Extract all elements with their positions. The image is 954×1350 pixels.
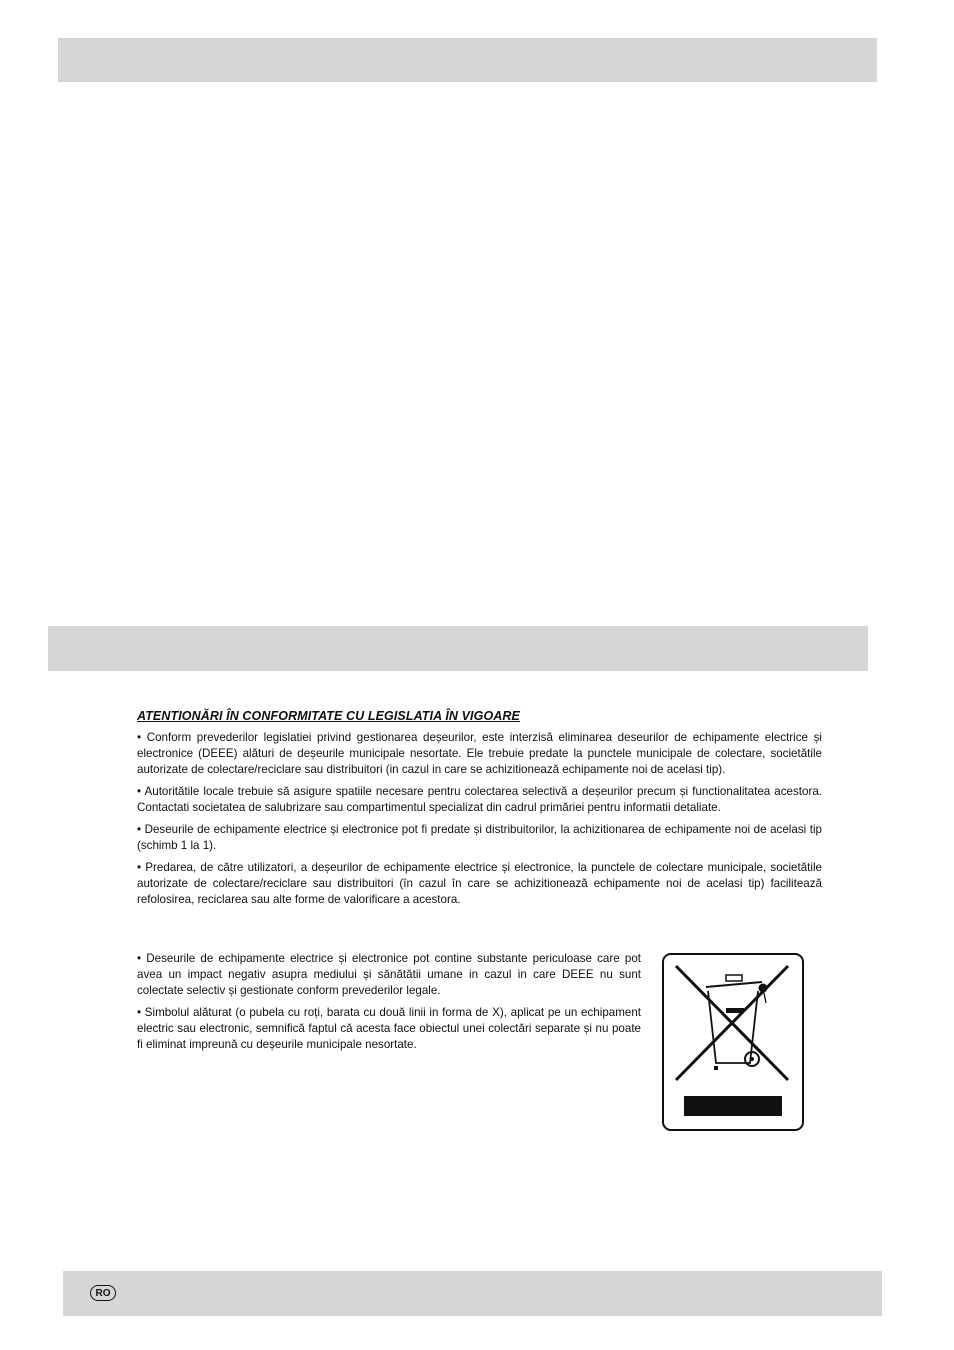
notice-paragraph-1: • Conform prevederilor legislatiei privind gestionarea deșeurilor, este interzisă eliminarea deseurilor de echipamente electrice și electronice (DEEE) alături de deșeurile municipale nesortate. Ele trebuie predate la punctele municipale de colectare, societătile autorizate de colectare/reciclare sau distribuitori (in cazul in care se achizitionează echipamente noi de acelasi tip).: [137, 731, 822, 776]
header-band: [58, 38, 877, 82]
notice-paragraph-2: • Autoritătile locale trebuie să asigure spatiile necesare pentru colectarea selectivă a deșeurilor precum și functionalitatea acestora. Contactati societatea de salubrizare sau compartimentul specializat din cadrul primăriei pentru informatii detaliate.: [137, 785, 822, 814]
section-header-band: [48, 626, 868, 671]
weee-notice: [137, 709, 822, 914]
notice-paragraph-3: • Deseurile de echipamente electrice și electronice pot fi predate și distribuitorilor, la achizitionarea de echipamente noi de acelasi tip (schimb 1 la 1).: [137, 823, 822, 852]
notice-paragraph-5: • Deseurile de echipamente electrice și electronice pot contine substante periculoase care pot avea un impact negativ asupra mediului și sănătătii umane in cazul in care DEEE nu sunt colectate selectiv și gestionate conform prevederilor legale.: [137, 952, 641, 997]
language-badge: RO: [90, 1285, 116, 1301]
notice-title: ATENTIONĂRI ÎN CONFORMITATE CU LEGISLATIA ÎN VIGOARE: [137, 709, 520, 723]
crossed-out-wheelie-bin-icon: [662, 953, 804, 1131]
footer-band: [63, 1271, 882, 1316]
notice-paragraph-4: • Predarea, de către utilizatori, a deșeurilor de echipamente electrice și electronice, la punctele de colectare municipale, societătile autorizate de colectare/reciclare sau distribuitori (în cazul în care se achizitionează echipamente noi de acelasi tip) facilitează refolosirea, reciclarea sau alte forme de valorificare a acestora.: [137, 861, 822, 906]
notice-lower-block: [137, 951, 641, 1059]
notice-paragraph-6: • Simbolul alăturat (o pubela cu roți, barata cu două linii in forma de X), aplicat pe un echipament electric sau electronic, semnifică faptul că acesta face obiectul unei colectări separate și nu poate fi eliminat impreună cu deșeurile municipale nesortate.: [137, 1006, 641, 1051]
